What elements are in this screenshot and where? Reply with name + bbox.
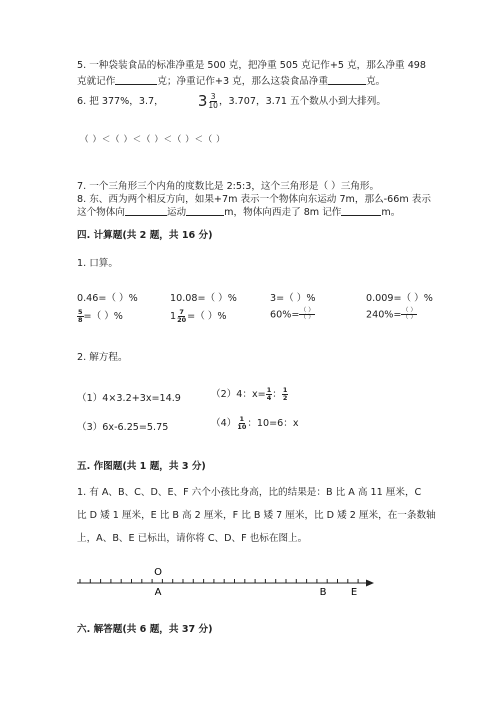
q6-order-line[interactable]: （ ）＜（ ）＜（ ）＜（ ）＜（ ） [80,135,226,145]
calc-r1-c3[interactable]: 3=（ ）% [270,293,316,304]
calc-r1-c1[interactable]: 0.46=（ ）% [77,293,138,304]
number-line[interactable] [0,560,500,605]
calc-r2-c4-fraction [401,308,417,321]
q6-line1 [77,92,386,110]
q5-text-c: 克。 [366,76,386,87]
q6-text-post: ，3.707，3.71 五个数从小到大排列。 [218,96,386,107]
number-line-arrow [366,580,374,587]
calc-r2-c3-num: （ ） [300,307,315,314]
section4-title: 四. 计算题(共 2 题，共 16 分) [77,230,213,241]
q8-line2 [77,207,400,219]
eq-2-head: （2）4：x= [211,389,266,400]
calc-r2-c1-num: 5 [78,308,83,316]
calc-r2-c3[interactable] [270,308,315,321]
calc-r2-c1[interactable] [77,308,123,323]
q6-mixed-fraction [207,93,219,109]
label-e: E [350,587,358,598]
eq-4-num: 1 [239,415,245,423]
q5-blank-1[interactable] [115,76,157,85]
eq-4-tail: ：10=6：x [247,418,299,429]
calc-r2-c2-den: 20 [177,315,187,324]
calc-r2-c4[interactable] [366,308,417,321]
calc-r2-c3-fraction [299,308,315,321]
draw-line1: 1. 有 A、B、C、D、E、F 六个小孩比身高，比的结果是：B 比 A 高 11 厘米，C [77,487,422,498]
eq-2-frac2-num: 1 [282,386,288,394]
calc-r2-c2-num: 7 [179,308,184,316]
eq-2-frac1-num: 1 [266,386,272,394]
q8-blank-3[interactable] [341,207,381,216]
eq-4[interactable] [211,415,299,430]
q5-text-a: 克就记作 [77,76,116,87]
section5-title: 五. 作图题(共 1 题，共 3 分) [77,461,206,472]
eq-4-fraction [236,416,247,430]
q5-blank-2[interactable] [328,76,366,85]
calc-r2-c1-den: 8 [78,315,83,324]
calc-r2-c4-den: （ ） [402,314,417,321]
label-a: A [154,587,162,598]
calc-r2-c3-head: 60%= [270,309,300,321]
q8-blank-2[interactable] [186,207,224,216]
eq-3[interactable]: （3）6x-6.25=5.75 [77,422,169,433]
eq-4-head: （4） [211,418,237,429]
draw-line3: 上，A、B、E 已标出，请你将 C、D、F 也标在图上。 [77,533,308,544]
q7-text: 7. 一个三角形三个内角的度数比是 2:5:3，这个三角形是（ ）三角形。 [77,181,380,192]
section6-title: 六. 解答题(共 6 题，共 37 分) [77,624,213,635]
draw-line2: 比 D 矮 1 厘米，E 比 B 高 2 厘米，F 比 B 矮 7 厘米，比 D 矮 2 厘米，在一条数轴 [77,510,436,521]
q8-text-a: 这个物体向 [77,207,125,218]
eq-2[interactable] [211,386,288,401]
q8-text-b: 运动 [166,207,187,218]
eq-1[interactable]: （1）4×3.2+3x=14.9 [77,393,181,404]
eq-2-frac2-den: 2 [282,393,288,402]
label-o: O [154,567,162,578]
calc-r2-c2[interactable] [170,308,227,323]
eq-2-frac2 [282,387,289,401]
calc-r2-c4-head: 240%= [366,309,402,321]
calc-r2-c2-tail: =（ ）% [187,311,227,322]
calc-r2-c1-tail: =（ ）% [83,311,123,322]
calc-label: 1. 口算。 [77,258,118,269]
q5-text-b: 克；净重记作+3 克，那么这袋食品净重 [157,76,329,87]
q6-text-pre: 6. 把 377%，3.7， [77,96,164,107]
q6-mixed-den: 10 [208,100,218,110]
q5-line1: 5. 一种袋装食品的标准净重是 500 克，把净重 505 克记作+5 克，那么净重 498 [77,60,427,71]
calc-r2-c2-fraction [176,309,187,323]
eq-4-den: 10 [237,422,247,431]
calc-r1-c2[interactable]: 10.08=（ ）% [170,293,237,304]
q5-line2 [77,76,385,88]
q8-line1: 8. 东、西为两个相反方向，如果+7m 表示一个物体向东运动 7m，那么-66m 表示 [77,194,431,205]
q6-mixed-num: 3 [210,92,216,101]
q6-mixed-whole: 3 [197,92,208,110]
label-b: B [319,587,327,598]
calc-r1-c4[interactable]: 0.009=（ ）% [366,293,433,304]
q8-blank-1[interactable] [125,207,167,216]
eq-label: 2. 解方程。 [77,352,128,363]
eq-2-frac1-den: 4 [266,393,272,402]
calc-r2-c2-whole: 1 [170,311,177,322]
number-line-ticks [80,579,358,583]
calc-r2-c4-num: （ ） [402,307,417,314]
calc-r2-c3-den: （ ） [300,314,315,321]
q8-text-c: m，物体向西走了 8m 记作 [224,207,342,218]
eq-2-mid: ： [272,389,282,400]
q8-text-d: m。 [381,207,401,218]
